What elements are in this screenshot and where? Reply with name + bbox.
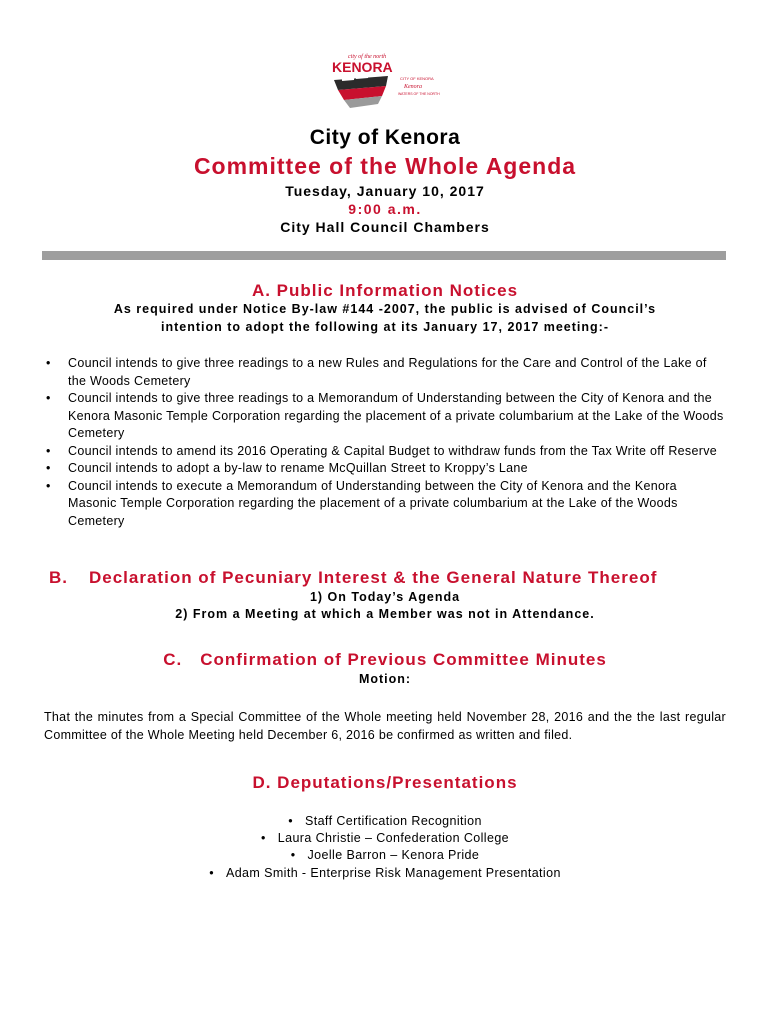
section-c-title: Confirmation of Previous Committee Minutes — [200, 650, 607, 669]
public-notice-list — [44, 355, 728, 530]
section-d-heading: D. Deputations/Presentations — [252, 773, 518, 792]
notice-text: Council intends to amend its 2016 Operating & Capital Budget to withdraw funds from the Tax Write off Reserve — [68, 443, 718, 458]
list-item — [44, 460, 728, 478]
bullet-icon: • — [260, 831, 266, 845]
list-item — [44, 355, 728, 390]
bullet-icon: • — [290, 848, 296, 862]
presentation-text: Staff Certification Recognition — [304, 814, 482, 828]
list-item — [0, 866, 770, 880]
list-item — [44, 478, 728, 531]
section-b-item-2: 2) From a Meeting at which a Member was not in Attendance. — [175, 607, 595, 621]
kenora-logo-graphic — [328, 50, 446, 116]
bullet-icon: • — [288, 814, 293, 828]
bullet-icon: • — [46, 478, 51, 493]
list-item — [44, 390, 728, 443]
bullet-icon: • — [46, 443, 51, 458]
logo-wordmark: KENORA — [332, 59, 393, 75]
notice-text: Council intends to give three readings to a new Rules and Regulations for the Care and Control of the Lake of the Woods Cemetery — [68, 356, 707, 388]
motion-text: That the minutes from a Special Committee of the Whole meeting held November 28, 2016 and the the last regular Committee of the Whole Meeting held December 6, 2016 be confirmed as written and filed. — [44, 710, 726, 742]
section-a-intro-line-2: intention to adopt the following at its January 17, 2017 meeting:- — [161, 320, 609, 334]
presentation-text: Laura Christie – Confederation College — [277, 831, 510, 845]
agenda-title: Committee of the Whole Agenda — [193, 153, 577, 179]
list-item — [44, 443, 728, 461]
section-b-item-1: 1) On Today’s Agenda — [309, 590, 461, 604]
logo-side-text-3: WATERS OF THE NORTH — [398, 92, 440, 96]
logo-side-text-2: Kenora — [404, 84, 422, 90]
bullet-icon: • — [46, 356, 51, 370]
bullet-icon: • — [46, 461, 51, 475]
section-b-heading — [49, 568, 739, 588]
logo-tagline: city of the north — [348, 54, 387, 60]
presentation-text: Joelle Barron – Kenora Pride — [307, 848, 480, 862]
section-c-heading — [0, 650, 770, 670]
section-b-letter: B. — [49, 568, 68, 587]
section-c-letter: C. — [163, 650, 183, 669]
meeting-date: Tuesday, January 10, 2017 — [285, 183, 485, 199]
notice-text: Council intends to execute a Memorandum of Understanding between the City of Kenora and the Kenora Masonic Temple Corporation regarding the placement of a private columbarium at the Lake of the Woods Cemetery — [68, 478, 678, 528]
list-item — [0, 814, 770, 828]
notice-text: Council intends to adopt a by-law to rename McQuillan Street to Kroppy’s Lane — [68, 461, 528, 475]
list-item — [0, 831, 770, 845]
meeting-place: City Hall Council Chambers — [280, 219, 490, 235]
city-title: City of Kenora — [309, 126, 461, 149]
presentation-text: Adam Smith - Enterprise Risk Management Presentation — [225, 866, 561, 880]
header-divider — [42, 251, 726, 260]
section-a-heading: A. Public Information Notices — [251, 281, 519, 300]
motion-label: Motion: — [358, 672, 412, 686]
bullet-icon: • — [209, 866, 214, 880]
meeting-time: 9:00 a.m. — [348, 201, 422, 217]
logo-side-text-1: CITY OF KENORA — [400, 76, 434, 81]
notice-text: Council intends to give three readings to a Memorandum of Understanding between the City of Kenora and the Kenora Masonic Temple Corporation regarding the placement of a private columbarium at the Lake of the Woods Cemetery — [68, 391, 724, 440]
city-of-kenora-logo — [328, 50, 446, 116]
list-item — [0, 848, 770, 862]
bullet-icon: • — [46, 391, 51, 405]
section-b-title: Declaration of Pecuniary Interest & the General Nature Thereof — [89, 568, 658, 587]
section-a-intro-line-1: As required under Notice By-law #144 -2007, the public is advised of Council’s — [113, 302, 657, 316]
